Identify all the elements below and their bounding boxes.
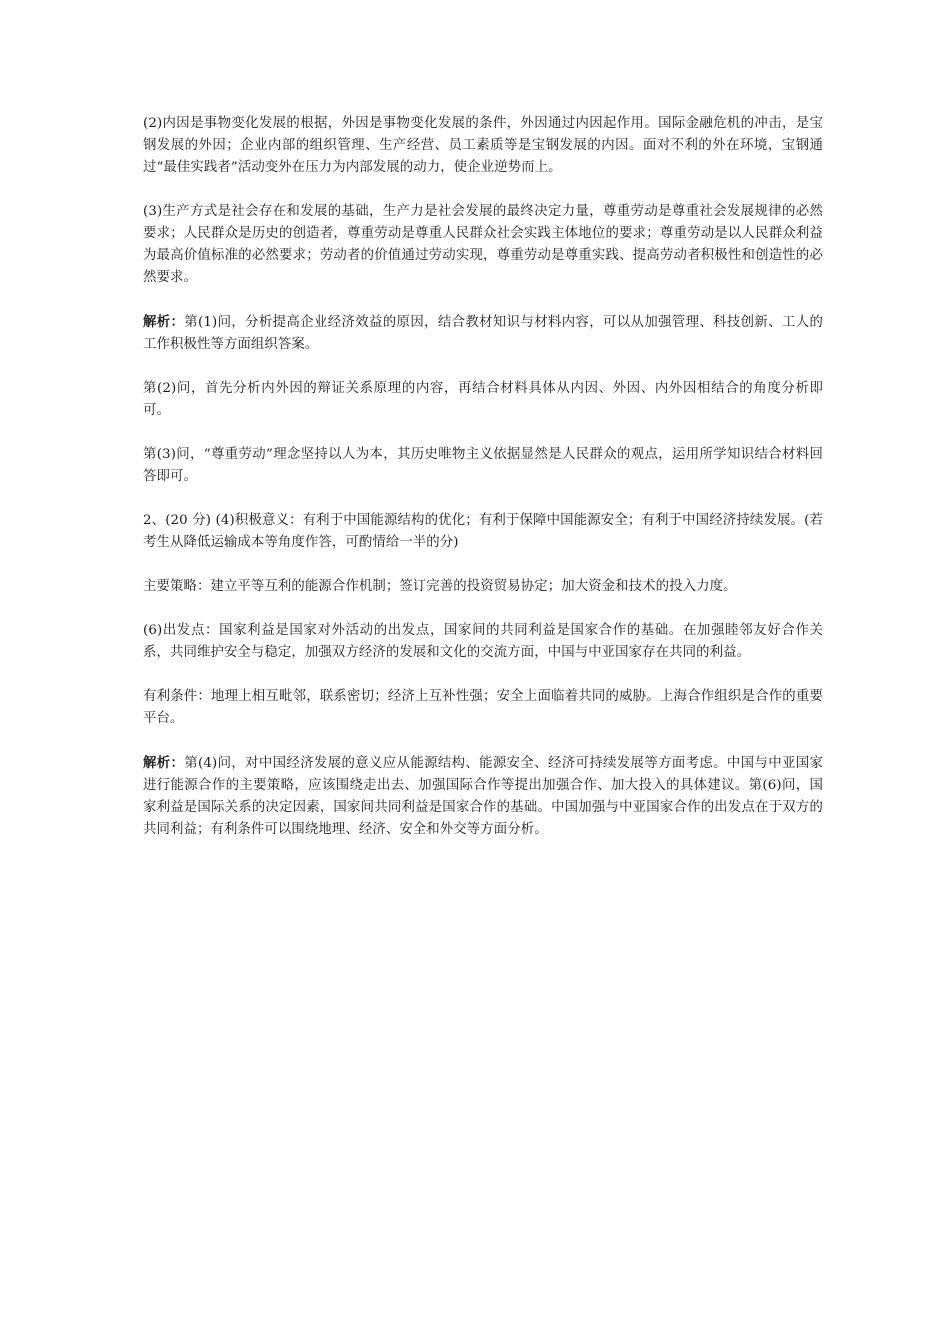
answer-2-paragraph: [143, 113, 823, 179]
analysis-4-6-paragraph: [143, 752, 823, 841]
question-2-answer-4-paragraph: [143, 510, 823, 554]
paragraph-text: 第(2)问，首先分析内外因的辩证关系原理的内容，再结合材料具体从内因、外因、内外因相结合的角度分析即可。: [143, 381, 823, 418]
paragraph-text: 2、(20 分) (4)积极意义：有利于中国能源结构的优化；有利于保障中国能源安全；有利于中国经济持续发展。(若考生从降低运输成本等角度作答，可酌情给一半的分): [143, 513, 823, 550]
paragraph-text: (3)生产方式是社会存在和发展的基础，生产力是社会发展的最终决定力量，尊重劳动是尊重社会发展规律的必然要求；人民群众是历史的创造者，尊重劳动是尊重人民群众社会实践主体地位的要求；尊重劳动是以人民群众利益为最高价值标准的必然要求；劳动者的价值通过劳动实现，尊重劳动是尊重实践、提高劳动者积极性和创造性的必然要求。: [143, 204, 823, 285]
answer-6-paragraph: [143, 620, 823, 664]
answer-3-paragraph: [143, 201, 823, 289]
document-body: [143, 113, 823, 863]
analysis-label: 解析：: [143, 314, 185, 330]
favorable-conditions-paragraph: [143, 686, 823, 730]
paragraph-text: 第(4)问，对中国经济发展的意义应从能源结构、能源安全、经济可持续发展等方面考虑。中国与中亚国家进行能源合作的主要策略，应该围绕走出去、加强国际合作等提出加强合作、加大投入的具体建议。第(6)问，国家利益是国际关系的决定因素，国家间共同利益是国家合作的基础。中国加强与中亚国家合作的出发点在于双方的共同利益；有利条件可以围绕地理、经济、安全和外交等方面分析。: [143, 756, 823, 837]
paragraph-text: 第(1)问，分析提高企业经济效益的原因，结合教材知识与材料内容，可以从加强管理、科技创新、工人的工作积极性等方面组织答案。: [143, 315, 823, 352]
analysis-3-paragraph: [143, 444, 823, 488]
paragraph-text: (2)内因是事物变化发展的根据，外因是事物变化发展的条件，外因通过内因起作用。国际金融危机的冲击，是宝钢发展的外因；企业内部的组织管理、生产经营、员工素质等是宝钢发展的内因。面对不利的外在环境，宝钢通过“最佳实践者”活动变外在压力为内部发展的动力，使企业逆势而上。: [143, 116, 823, 175]
analysis-2-paragraph: [143, 378, 823, 422]
paragraph-text: (6)出发点：国家利益是国家对外活动的出发点，国家间的共同利益是国家合作的基础。在加强睦邻友好合作关系，共同维护安全与稳定，加强双方经济的发展和文化的交流方面，中国与中亚国家存在共同的利益。: [143, 623, 823, 660]
paragraph-text: 第(3)问，“尊重劳动”理念坚持以人为本，其历史唯物主义依据显然是人民群众的观点，运用所学知识结合材料回答即可。: [143, 447, 823, 484]
analysis-label: 解析：: [143, 755, 185, 771]
analysis-1-paragraph: [143, 311, 823, 356]
paragraph-text: 有利条件：地理上相互毗邻，联系密切；经济上互补性强；安全上面临着共同的威胁。上海合作组织是合作的重要平台。: [143, 689, 823, 726]
paragraph-text: 主要策略：建立平等互利的能源合作机制；签订完善的投资贸易协定；加大资金和技术的投入力度。: [143, 579, 737, 594]
main-strategy-paragraph: [143, 576, 823, 598]
